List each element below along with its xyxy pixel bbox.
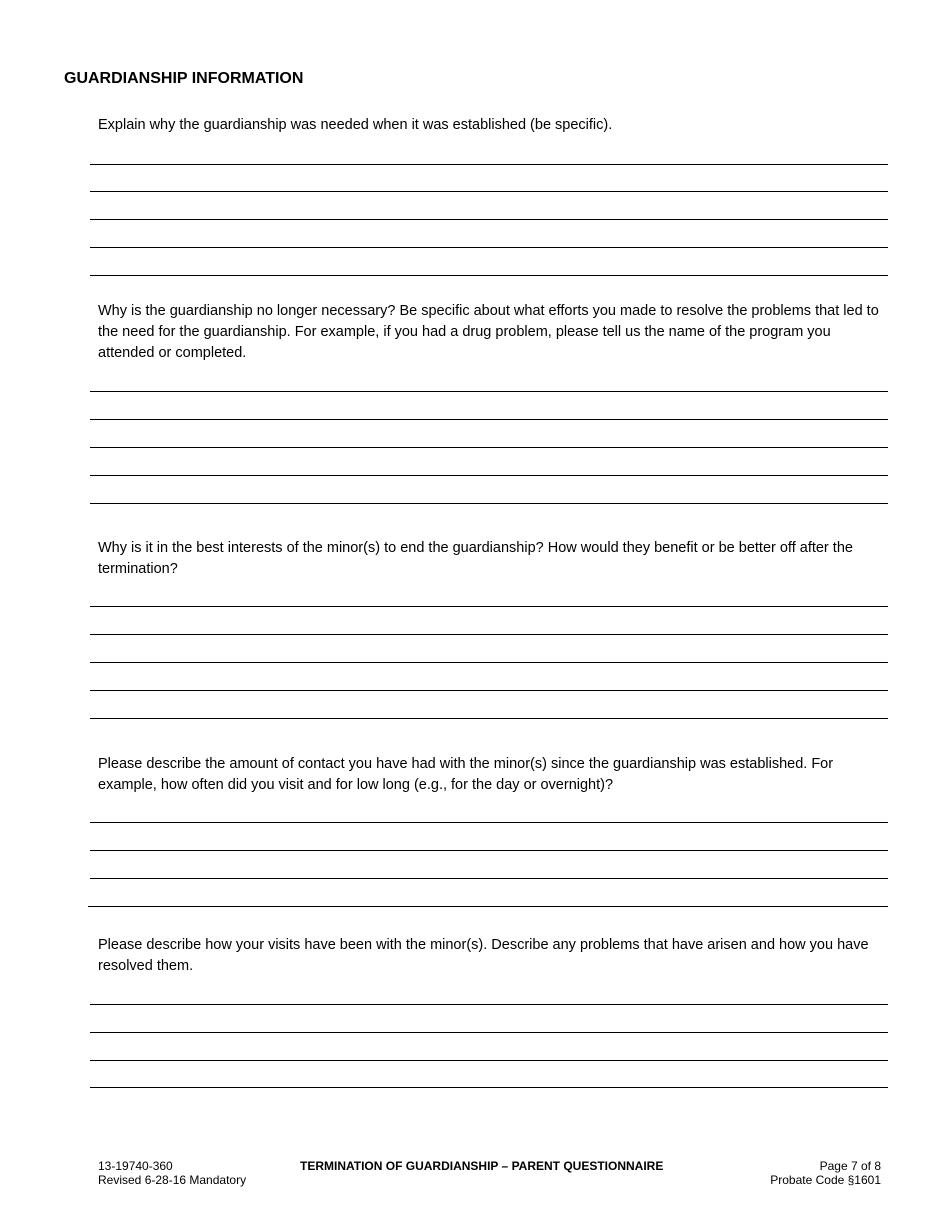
answer-2-line-3[interactable]	[90, 447, 888, 448]
answer-1-line-2[interactable]	[90, 191, 888, 192]
answer-2-line-1[interactable]	[90, 391, 888, 392]
answer-2-line-5[interactable]	[90, 503, 888, 504]
question-5-text: Please describe how your visits have been with the minor(s). Describe any problems that have arisen and how you have resolved them.	[98, 937, 869, 974]
answer-2-line-4[interactable]	[90, 475, 888, 476]
answer-3-line-5[interactable]	[90, 718, 888, 719]
answer-4-line-4[interactable]	[88, 906, 888, 907]
answer-5-line-4[interactable]	[90, 1087, 888, 1088]
page-number: Page 7 of 8	[819, 1159, 881, 1173]
footer-page-info	[770, 1159, 881, 1187]
answer-1-line-1[interactable]	[90, 164, 888, 165]
answer-5-line-1[interactable]	[90, 1004, 888, 1005]
revision-note: Revised 6-28-16 Mandatory	[98, 1173, 247, 1187]
answer-3-line-2[interactable]	[90, 634, 888, 635]
footer-form-title: TERMINATION OF GUARDIANSHIP – PARENT QUESTIONNAIRE	[300, 1159, 664, 1173]
question-4-text: Please describe the amount of contact you have had with the minor(s) since the guardianship was established. For example, how often did you visit and for low long (e.g., for the day or overnight)?	[98, 756, 834, 793]
question-3-text: Why is it in the best interests of the minor(s) to end the guardianship? How would they benefit or be better off after the termination?	[98, 540, 853, 577]
answer-3-line-3[interactable]	[90, 662, 888, 663]
answer-5-line-2[interactable]	[90, 1032, 888, 1033]
answer-4-line-3[interactable]	[90, 878, 888, 879]
probate-code: Probate Code §1601	[770, 1173, 881, 1187]
question-2-text: Why is the guardianship no longer necessary? Be specific about what efforts you made to resolve the problems that led to the need for the guardianship. For example, if you had a drug problem, please tell us the name of the program you attended or completed.	[98, 303, 879, 361]
answer-1-line-3[interactable]	[90, 219, 888, 220]
form-number: 13-19740-360	[98, 1159, 173, 1173]
answer-1-line-4[interactable]	[90, 247, 888, 248]
answer-4-line-1[interactable]	[90, 822, 888, 823]
answer-5-line-3[interactable]	[90, 1060, 888, 1061]
answer-2-line-2[interactable]	[90, 419, 888, 420]
footer-form-info	[98, 1159, 246, 1187]
question-1-text: Explain why the guardianship was needed when it was established (be specific).	[98, 117, 613, 133]
answer-1-line-5[interactable]	[90, 275, 888, 276]
answer-4-line-2[interactable]	[90, 850, 888, 851]
answer-3-line-1[interactable]	[90, 606, 888, 607]
answer-3-line-4[interactable]	[90, 690, 888, 691]
section-title: GUARDIANSHIP INFORMATION	[64, 70, 304, 87]
